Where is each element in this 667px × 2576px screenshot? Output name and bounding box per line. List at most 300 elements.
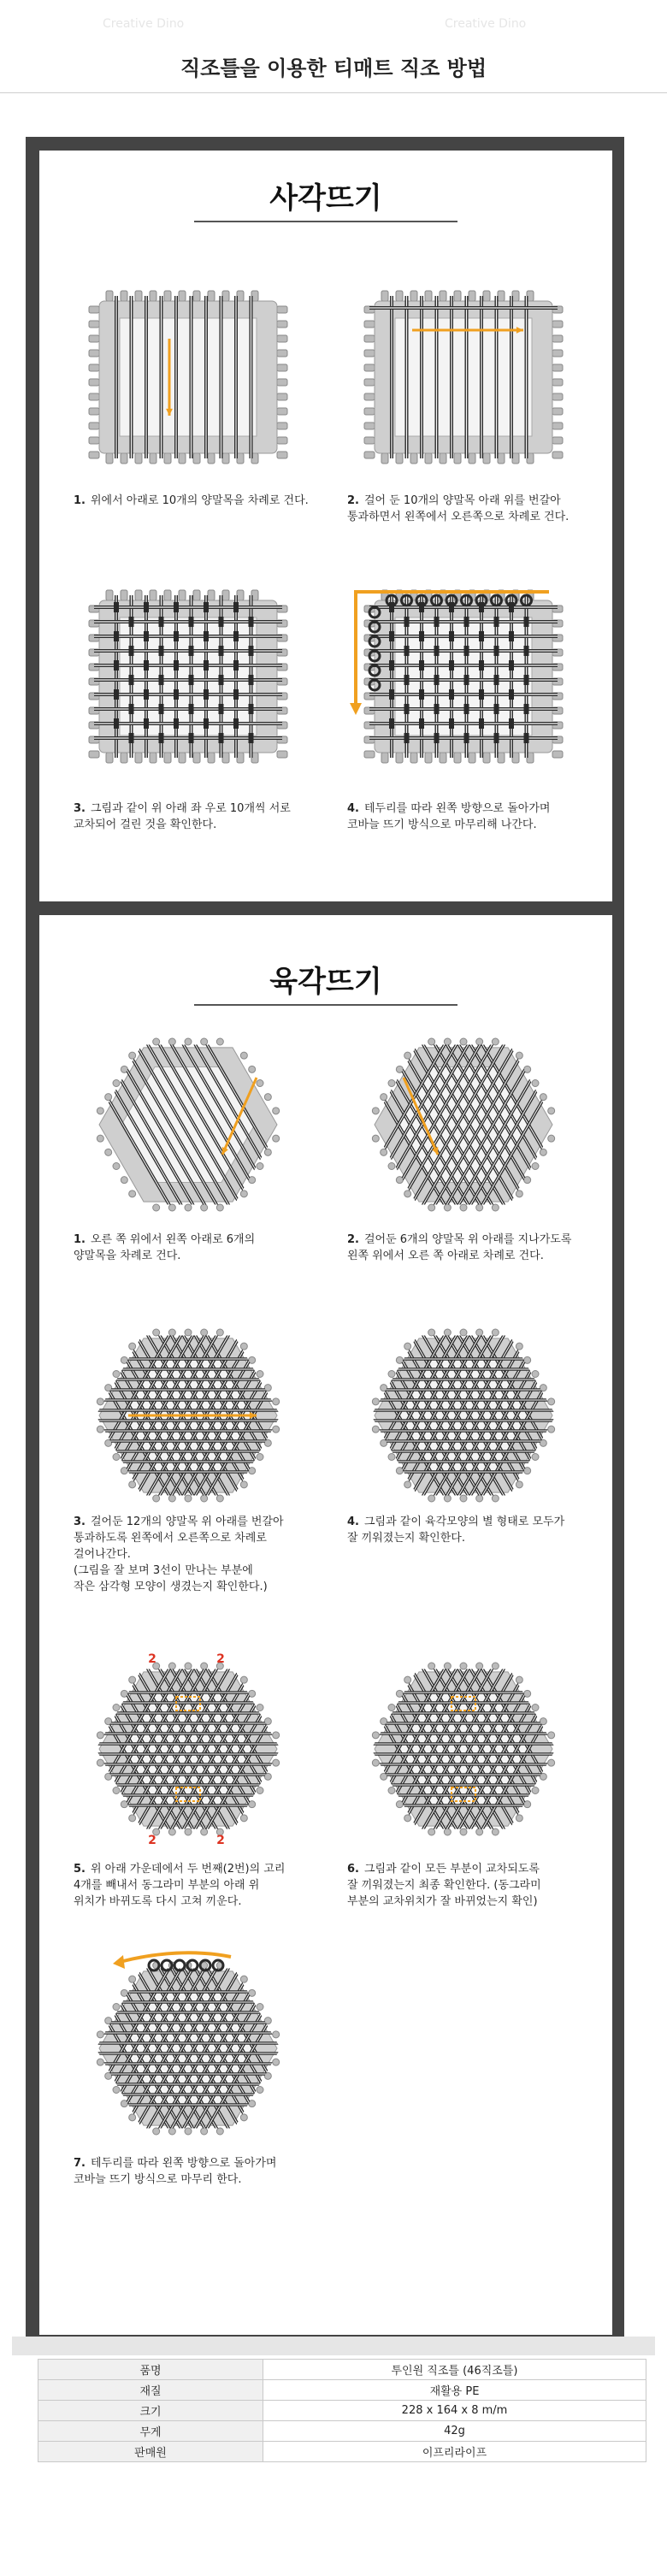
loom-peg — [201, 2128, 208, 2135]
loom-peg — [381, 1149, 387, 1155]
weave-cross — [219, 617, 224, 627]
loom-peg — [264, 1149, 271, 1155]
loom-peg — [552, 751, 563, 758]
loom-peg — [129, 1481, 136, 1488]
loom-peg — [193, 753, 200, 763]
weave-cross — [233, 689, 239, 700]
heading-underline — [194, 221, 457, 222]
loom-peg — [89, 379, 99, 386]
weave-cross — [159, 617, 164, 627]
loom-peg — [257, 1705, 263, 1711]
hex-step-4-caption — [347, 1514, 604, 1546]
weave-cross — [129, 675, 134, 685]
loom-peg — [240, 1676, 247, 1683]
loom-peg — [106, 291, 113, 301]
loom-peg — [106, 753, 113, 763]
loom-peg — [97, 2059, 103, 2065]
step-text: 테두리를 따라 왼쪽 방향으로 돌아가며 코바늘 뜨기 방식으로 마무리 한다. — [74, 2157, 277, 2186]
loom-peg — [277, 364, 287, 371]
loom-peg — [105, 1149, 112, 1155]
weave-cross — [204, 602, 209, 612]
loom-peg — [89, 306, 99, 313]
step-text: 위에서 아래로 10개의 양말목을 차례로 건다. — [90, 494, 309, 507]
loom-peg — [89, 751, 99, 758]
loom-peg — [440, 453, 446, 464]
loom-peg — [552, 350, 563, 357]
arrow-head — [113, 1955, 125, 1969]
loom-peg — [469, 753, 475, 763]
loom-peg — [129, 2114, 136, 2121]
loom-peg — [135, 753, 142, 763]
loom-peg — [444, 1204, 451, 1211]
weave-cross — [404, 617, 410, 627]
loom-peg — [552, 452, 563, 458]
hex-step-5-caption — [74, 1861, 322, 1910]
loom-peg — [552, 408, 563, 415]
loom-peg — [492, 1329, 499, 1336]
loom-peg — [454, 753, 461, 763]
loom-peg — [396, 453, 403, 464]
loom-peg — [444, 1329, 451, 1336]
loom-peg — [185, 1038, 192, 1045]
loom-peg — [185, 1663, 192, 1669]
spec-row — [38, 2442, 646, 2462]
spec-value: 228 x 164 x 8 m/m — [263, 2401, 646, 2421]
loom-peg — [240, 2114, 247, 2121]
loom-peg — [492, 1829, 499, 1835]
loom-peg — [512, 453, 519, 464]
loom-peg — [179, 291, 186, 301]
loom-peg — [428, 1829, 435, 1835]
weave-cross — [389, 602, 394, 612]
loom-peg — [277, 335, 287, 342]
step-number: 4. — [347, 802, 359, 815]
spec-value: 42g — [263, 2421, 646, 2442]
loom-peg — [216, 2128, 223, 2135]
loom-peg — [216, 1204, 223, 1211]
loom-peg — [428, 1329, 435, 1336]
loom-peg — [179, 590, 186, 600]
weave-cross — [174, 689, 179, 700]
spec-label: 재질 — [38, 2380, 263, 2401]
loom-peg — [444, 1663, 451, 1669]
loom-peg — [404, 1676, 411, 1683]
weave-cross — [189, 617, 194, 627]
loom-peg — [492, 1204, 499, 1211]
hex-step-2-diagram — [335, 1026, 592, 1223]
loom-peg — [532, 1371, 539, 1378]
loom-peg — [532, 1080, 539, 1087]
loom-peg — [516, 1815, 522, 1822]
spec-label: 크기 — [38, 2401, 263, 2421]
loom-peg — [201, 1829, 208, 1835]
loom-peg — [273, 1398, 280, 1405]
weave-cross — [204, 718, 209, 729]
weave-cross — [479, 602, 484, 612]
loom-peg — [150, 453, 156, 464]
loop-number-label: 2 — [216, 1652, 225, 1666]
loom-peg — [404, 1481, 411, 1488]
loom-peg — [372, 1426, 379, 1433]
weave-cross — [419, 660, 424, 671]
weave-cross — [494, 733, 499, 743]
loom-peg — [113, 1787, 120, 1793]
loom-peg — [113, 2086, 120, 2093]
weave-cross — [189, 733, 194, 743]
loom-peg — [185, 1204, 192, 1211]
spec-row — [38, 2421, 646, 2442]
section-heading: 육각뜨기 — [269, 965, 382, 999]
loom-peg — [201, 1329, 208, 1336]
weave-cross — [419, 689, 424, 700]
weave-cross — [494, 704, 499, 714]
weave-cross — [129, 704, 134, 714]
loom-peg — [179, 753, 186, 763]
loom-peg — [540, 1149, 546, 1155]
loom-peg — [498, 753, 505, 763]
loom-peg — [516, 1343, 522, 1350]
hex-step-2-caption — [347, 1232, 604, 1264]
loom-peg — [237, 753, 244, 763]
loom-peg — [168, 1329, 175, 1336]
weave-cross — [233, 718, 239, 729]
loom-peg — [476, 1663, 483, 1669]
spec-value: 재활용 PE — [263, 2380, 646, 2401]
loom-peg — [150, 291, 156, 301]
loom-peg — [552, 379, 563, 386]
loom-peg — [216, 1495, 223, 1502]
loom-peg — [425, 453, 432, 464]
watermark: Creative Dino — [103, 17, 185, 31]
loom-peg — [460, 1329, 467, 1336]
loom-peg — [168, 1829, 175, 1835]
loom-peg — [476, 1829, 483, 1835]
step-text: 걸어둔 12개의 양말목 위 아래를 번갈아 통과하도록 왼쪽에서 오른쪽으로 차례로 걸어나간다. (그림을 잘 보며 3선이 만나는 부분에 작은 삼각형 모양이 생겼는지 확인한다.) — [74, 1515, 284, 1593]
weave-cross — [189, 675, 194, 685]
loom-peg — [129, 1191, 136, 1197]
loom-peg — [97, 2031, 103, 2038]
loom-peg — [185, 1329, 192, 1336]
loom-peg — [201, 1038, 208, 1045]
spec-row — [38, 2380, 646, 2401]
spec-table — [38, 2359, 646, 2462]
loom-peg — [97, 1732, 103, 1739]
loom-peg — [185, 1829, 192, 1835]
loom-peg — [273, 1759, 280, 1766]
loom-peg — [89, 350, 99, 357]
loom-peg — [404, 1815, 411, 1822]
loom-peg — [237, 291, 244, 301]
weave-cross — [419, 718, 424, 729]
weave-cross — [464, 733, 469, 743]
spec-label: 무게 — [38, 2421, 263, 2442]
square-step-4-diagram — [335, 578, 592, 775]
hex-step-5-diagram — [60, 1651, 316, 1847]
weave-cross — [404, 675, 410, 685]
weave-cross — [144, 718, 149, 729]
loom-peg — [364, 437, 375, 444]
loop-number-label: 2 — [216, 1834, 225, 1847]
loom-peg — [168, 1663, 175, 1669]
weave-cross — [114, 602, 119, 612]
loom-peg — [552, 364, 563, 371]
loom-peg — [552, 422, 563, 429]
loom-peg — [121, 291, 127, 301]
weave-cross — [144, 631, 149, 641]
loom-peg — [89, 321, 99, 328]
loom-peg — [454, 453, 461, 464]
loom-peg — [153, 1329, 160, 1336]
loom-peg — [460, 1829, 467, 1835]
loom-peg — [440, 291, 446, 301]
loom-peg — [153, 1495, 160, 1502]
step-text: 테두리를 따라 왼쪽 방향으로 돌아가며 코바늘 뜨기 방식으로 마무리해 나간다. — [347, 802, 551, 831]
loom-peg — [381, 1094, 387, 1101]
weave-cross — [404, 733, 410, 743]
loom-peg — [396, 753, 403, 763]
step-text: 그림과 같이 육각모양의 별 형태로 모두가 잘 끼워졌는지 확인한다. — [347, 1515, 565, 1545]
step-text: 걸어 둔 10개의 양말목 아래 위를 번갈아 통과하면서 왼쪽에서 오른쪽으로 차례로 건다. — [347, 494, 570, 523]
loom-peg — [512, 753, 519, 763]
loom-peg — [460, 1495, 467, 1502]
weave-cross — [449, 660, 454, 671]
weave-cross — [249, 675, 254, 685]
loom-peg — [179, 453, 186, 464]
weave-cross — [114, 689, 119, 700]
spec-label: 판매원 — [38, 2442, 263, 2462]
loom-peg — [273, 1108, 280, 1114]
loom-peg — [222, 453, 229, 464]
square-step-4-caption — [347, 801, 604, 833]
weave-cross — [509, 631, 514, 641]
loom-peg — [129, 1815, 136, 1822]
weave-cross — [204, 660, 209, 671]
loom-peg — [548, 1732, 555, 1739]
loom-peg — [129, 1052, 136, 1059]
loom-peg — [277, 350, 287, 357]
heading-underline — [194, 1004, 457, 1006]
loom-peg — [121, 590, 127, 600]
loom-peg — [492, 1038, 499, 1045]
loom-peg — [257, 1080, 263, 1087]
loom-peg — [381, 753, 388, 763]
loom-peg — [168, 1204, 175, 1211]
loom-peg — [237, 453, 244, 464]
weave-cross — [524, 704, 529, 714]
step-text: 그림과 같이 모든 부분이 교차되도록 잘 끼워졌는지 최종 확인한다. (동그라미 부분의 교차위치가 잘 바뀌었는지 확인) — [347, 1863, 541, 1908]
loom-peg — [428, 1204, 435, 1211]
weave-cross — [464, 704, 469, 714]
loom-peg — [135, 453, 142, 464]
loom-peg — [410, 453, 417, 464]
loom-peg — [168, 1038, 175, 1045]
loom-peg — [483, 291, 490, 301]
loom-peg — [364, 393, 375, 400]
spec-value: 이프리라이프 — [263, 2442, 646, 2462]
loom-peg — [388, 1787, 395, 1793]
loom-peg — [193, 590, 200, 600]
square-weave-panel — [39, 151, 612, 901]
weave-cross — [389, 718, 394, 729]
loom-peg — [388, 1162, 395, 1169]
loom-peg — [444, 1495, 451, 1502]
loom-peg — [469, 291, 475, 301]
loom-peg — [97, 1398, 103, 1405]
loom-peg — [97, 1135, 103, 1142]
step-text: 걸어둔 6개의 양말목 위 아래를 지나가도록 왼쪽 위에서 오른 쪽 아래로 차례로 건다. — [347, 1233, 572, 1262]
weave-cross — [464, 646, 469, 656]
loom-peg — [444, 1038, 451, 1045]
weave-cross — [509, 689, 514, 700]
loom-peg — [492, 1495, 499, 1502]
weave-cross — [159, 704, 164, 714]
loom-peg — [410, 753, 417, 763]
loom-peg — [216, 1038, 223, 1045]
step-text: 그림과 같이 위 아래 좌 우로 10개씩 서로 교차되어 걸린 것을 확인한다. — [74, 802, 291, 831]
weave-cross — [434, 675, 440, 685]
weave-cross — [434, 646, 440, 656]
spec-header-band — [12, 2337, 655, 2355]
weave-cross — [434, 733, 440, 743]
spec-row — [38, 2401, 646, 2421]
hex-step-7-caption — [74, 2155, 322, 2188]
weave-cross — [389, 660, 394, 671]
weave-cross — [144, 602, 149, 612]
loom-peg — [185, 1495, 192, 1502]
loom-peg — [364, 364, 375, 371]
loom-peg — [164, 590, 171, 600]
loom-peg — [364, 408, 375, 415]
weave-cross — [479, 660, 484, 671]
weave-cross — [233, 602, 239, 612]
loom-peg — [208, 753, 215, 763]
loom-peg — [428, 1038, 435, 1045]
hex-step-6-caption — [347, 1861, 604, 1910]
loom-peg — [240, 1052, 247, 1059]
loom-peg — [516, 1481, 522, 1488]
loom-peg — [153, 2128, 160, 2135]
weave-cross — [524, 617, 529, 627]
weave-cross — [524, 733, 529, 743]
step-number: 1. — [74, 1233, 86, 1246]
loom-peg — [249, 1066, 256, 1072]
loom — [89, 291, 287, 464]
loom-peg — [277, 321, 287, 328]
loom-peg — [532, 1453, 539, 1460]
loom-peg — [460, 1038, 467, 1045]
weave-cross — [419, 602, 424, 612]
loom-peg — [388, 1371, 395, 1378]
loom-peg — [372, 1732, 379, 1739]
spec-label: 품명 — [38, 2360, 263, 2380]
loom-peg — [264, 1094, 271, 1101]
loom-peg — [240, 1191, 247, 1197]
weave-cross — [449, 602, 454, 612]
loom-peg — [97, 1108, 103, 1114]
step-text: 위 아래 가운데에서 두 번째(2번)의 고리 4개를 빼내서 동그라미 부분의 아래 위 위치가 바뀌도록 다시 고쳐 끼운다. — [74, 1863, 286, 1908]
loom-peg — [277, 408, 287, 415]
loom-peg — [498, 453, 505, 464]
weave-cross — [464, 617, 469, 627]
loom-peg — [150, 590, 156, 600]
loom-peg — [548, 1759, 555, 1766]
loom-peg — [364, 321, 375, 328]
loom-peg — [372, 1135, 379, 1142]
loom-peg — [404, 1052, 411, 1059]
weave-cross — [404, 704, 410, 714]
spec-value: 투인원 직조틀 (46직조틀) — [263, 2360, 646, 2380]
loom-peg — [135, 291, 142, 301]
hex-step-4-diagram — [335, 1317, 592, 1514]
loom-peg — [277, 751, 287, 758]
square-step-1-caption — [74, 493, 322, 509]
loom-peg — [185, 2128, 192, 2135]
loom-peg — [240, 1815, 247, 1822]
loom-peg — [129, 1976, 136, 1982]
loom-peg — [240, 1976, 247, 1982]
loom-peg — [552, 321, 563, 328]
title-divider — [0, 92, 667, 93]
loom-peg — [277, 379, 287, 386]
hex-step-3-diagram — [60, 1317, 316, 1514]
weave-cross — [114, 631, 119, 641]
weave-cross — [389, 689, 394, 700]
weave-cross — [144, 660, 149, 671]
weave-cross — [129, 733, 134, 743]
loom-peg — [222, 590, 229, 600]
loom-peg — [548, 1426, 555, 1433]
weave-cross — [174, 660, 179, 671]
loom-peg — [153, 1038, 160, 1045]
loom-peg — [388, 1705, 395, 1711]
weave-cross — [129, 617, 134, 627]
loom-peg — [476, 1038, 483, 1045]
weave-cross — [114, 660, 119, 671]
loom-peg — [89, 364, 99, 371]
loom-peg — [410, 291, 417, 301]
loom-peg — [388, 1453, 395, 1460]
loom-peg — [454, 291, 461, 301]
loom-peg — [216, 1329, 223, 1336]
loom-peg — [113, 1705, 120, 1711]
loom-peg — [277, 452, 287, 458]
loom-peg — [476, 1204, 483, 1211]
loom — [364, 291, 563, 464]
loom-peg — [483, 753, 490, 763]
step-number: 4. — [347, 1515, 359, 1528]
loom-peg — [552, 335, 563, 342]
loom-peg — [113, 1371, 120, 1378]
step-number: 2. — [347, 494, 359, 507]
loom-peg — [121, 1177, 127, 1184]
loom-peg — [208, 590, 215, 600]
loom-peg — [222, 753, 229, 763]
loom-peg — [516, 1052, 522, 1059]
weave-cross — [509, 718, 514, 729]
loom-peg — [257, 1162, 263, 1169]
weave-cross — [509, 660, 514, 671]
loom-peg — [440, 753, 446, 763]
weave-cross — [159, 675, 164, 685]
loom-peg — [193, 291, 200, 301]
loom-peg — [113, 1453, 120, 1460]
loom-peg — [532, 1787, 539, 1793]
loom-peg — [240, 1481, 247, 1488]
loop-number-label: 2 — [148, 1652, 156, 1666]
loom-peg — [364, 350, 375, 357]
loom-peg — [381, 291, 388, 301]
hex-step-3-caption — [74, 1514, 322, 1595]
